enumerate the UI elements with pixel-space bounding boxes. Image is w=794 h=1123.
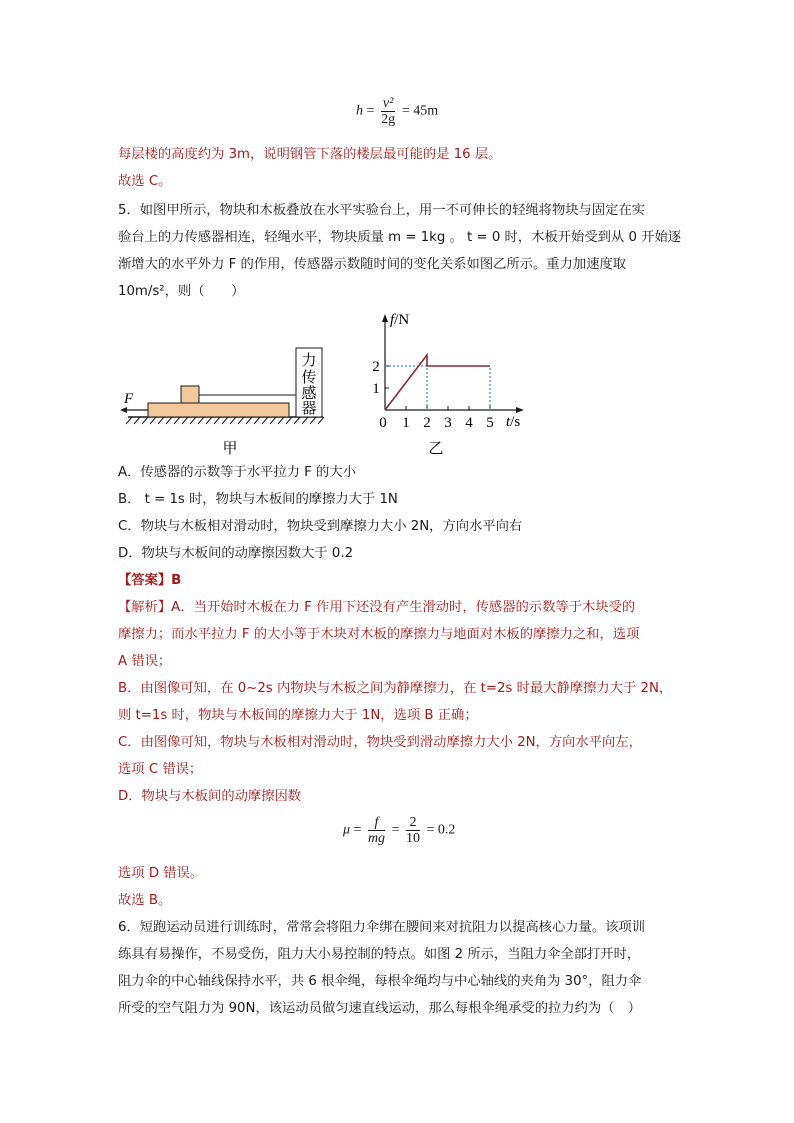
formula2-fraction-1 [368,815,385,846]
formula-rhs: = 45m [401,103,439,119]
answer-line: 【答案】B [118,573,182,588]
wooden-board [148,403,289,417]
q5-line-3: 渐增大的水平外力 F 的作用，传感器示数随时间的变化关系如图乙所示。重力加速度取 [118,257,627,272]
formula-denominator: 2g [381,112,396,127]
formula2-rhs: = 0.2 [426,822,456,838]
figure-yi-chart [360,300,530,460]
x-axis-label: t/s [506,414,521,430]
analysis-d-1: D．物块与木板间的动摩擦因数 [118,789,302,804]
formula2-fraction-2 [406,815,420,846]
formula-friction-coefficient [343,815,455,846]
formula2-den-1: mg [367,831,386,846]
formula2-num-1: f [368,815,385,831]
q5-line-1: 5．如图甲所示，物块和木板叠放在水平实验台上，用一不可伸长的轻绳将物块与固定在实 [118,203,646,218]
option-c: C．物块与木板相对滑动时，物块受到摩擦力大小 2N，方向水平向右 [118,519,523,534]
q5-line-2: 验台上的力传感器相连，轻绳水平，物块质量 m = 1kg 。 t = 0 时，木板开始受到从 0 开始逐 [118,230,682,245]
formula2-den-2: 10 [405,831,420,846]
x-tick-label: 2 [423,415,431,431]
formula-eq: = [366,103,375,119]
x-tick-label: 0 [379,415,387,431]
analysis-b-1: B．由图像可知，在 0~2s 内物块与木板之间为静摩擦力，在 t=2s 时最大静摩擦力大于 2N， [118,681,673,696]
text-choose-b: 故选 B。 [118,893,172,908]
figure-jia-caption: 甲 [222,439,238,457]
formula-numerator: v² [382,96,394,111]
text-d-wrong: 选项 D 错误。 [118,866,204,881]
sensor-char-3: 感 [301,384,317,402]
text-floor-conclusion: 每层楼的高度约为 3m，说明钢管下落的楼层最可能的是 16 层。 [118,147,502,162]
ground-hatch [126,417,324,424]
x-tick-label: 3 [444,415,452,431]
y-tick-label: 2 [372,359,380,375]
sensor-char-2: 传 [301,368,317,386]
y-tick-label: 1 [372,381,380,397]
formula-lhs: h [356,103,363,119]
analysis-a-3: A 错误； [118,654,172,669]
block [181,386,199,403]
force-arrow-head [120,407,127,413]
option-a: A．传感器的示数等于水平拉力 F 的大小 [118,465,356,480]
x-axis-arrow [516,407,524,413]
figure-yi-caption: 乙 [428,439,444,457]
x-tick-label: 5 [486,415,494,431]
formula2-lhs: μ [343,822,351,838]
q5-line-4: 10m/s²，则（ ） [118,284,245,299]
analysis-c-2: 选项 C 错误； [118,762,203,777]
analysis-a-1: 【解析】A．当开始时木板在力 F 作用下还没有产生滑动时，传感器的示数等于木块受的 [118,600,636,615]
analysis-c-1: C．由图像可知，物块与木板相对滑动时，物块受到滑动摩擦力大小 2N，方向水平向左， [118,735,642,750]
formula2-num-2: 2 [406,815,420,831]
text-choose-c: 故选 C。 [118,174,172,189]
q6-line-1: 6．短跑运动员进行训练时，常常会将阻力伞绑在腰间来对抗阻力以提高核心力量。该项训 [118,920,646,935]
figure-jia [118,340,333,460]
q6-line-2: 练具有易操作，不易受伤，阻力大小易控制的特点。如图 2 所示，当阻力伞全部打开时， [118,947,641,962]
y-axis-label: f/N [390,312,410,328]
q6-line-3: 阻力伞的中心轴线保持水平，共 6 根伞绳，每根伞绳均与中心轴线的夹角为 30°，阻力伞 [118,974,642,989]
analysis-b-2: 则 t=1s 时，物块与木板间的摩擦力大于 1N，选项 B 正确； [118,708,478,723]
option-d: D．物块与木板间的动摩擦因数大于 0.2 [118,546,354,561]
q6-line-4: 所受的空气阻力为 90N，该运动员做匀速直线运动，那么每根伞绳承受的拉力约为（ ） [118,1001,642,1016]
series-line-f [385,355,490,410]
y-axis-arrow [382,314,388,322]
force-label: F [124,391,134,407]
formula2-eq-2: = [391,822,400,838]
formula-free-fall-height [356,96,438,127]
sensor-char-1: 力 [301,351,317,369]
formula-fraction [381,96,395,127]
option-b: B． t = 1s 时，物块与木板间的摩擦力大于 1N [118,492,398,507]
x-tick-label: 1 [402,415,410,431]
analysis-a-2: 摩擦力；而水平拉力 F 的大小等于木块对木板的摩擦力与地面对木板的摩擦力之和，选项 [118,627,640,642]
x-tick-label: 4 [465,415,473,431]
sensor-char-4: 器 [301,399,317,417]
formula2-eq: = [353,822,362,838]
